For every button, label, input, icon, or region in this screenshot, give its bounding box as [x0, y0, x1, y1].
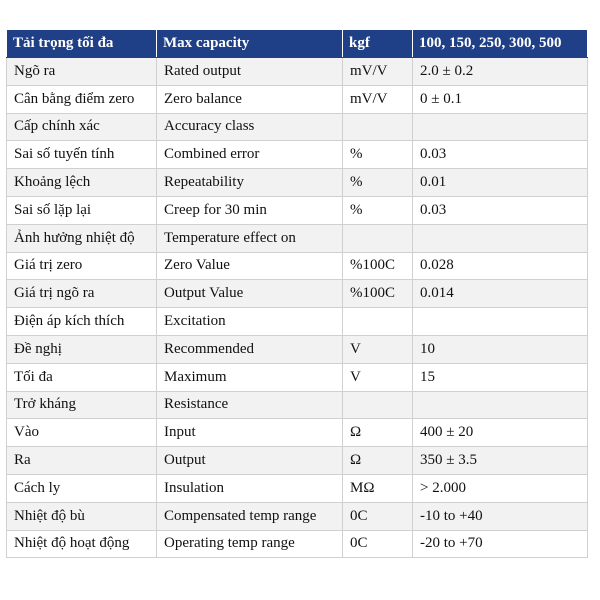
cell-english: Maximum: [157, 363, 343, 391]
cell-value: [413, 308, 588, 336]
cell-vietnamese: Sai số tuyến tính: [7, 141, 157, 169]
cell-english: Creep for 30 min: [157, 196, 343, 224]
cell-value: > 2.000: [413, 474, 588, 502]
cell-english: Compensated temp range: [157, 502, 343, 530]
table-row: [7, 363, 588, 391]
cell-vietnamese: Điện áp kích thích: [7, 308, 157, 336]
table-row: [7, 169, 588, 197]
cell-value: 0.03: [413, 141, 588, 169]
cell-unit: MΩ: [343, 474, 413, 502]
cell-unit: [343, 391, 413, 419]
table-row: [7, 419, 588, 447]
cell-english: Input: [157, 419, 343, 447]
table-row: [7, 391, 588, 419]
cell-english: Insulation: [157, 474, 343, 502]
cell-unit: mV/V: [343, 85, 413, 113]
cell-value: 10: [413, 335, 588, 363]
cell-unit: 0C: [343, 530, 413, 558]
cell-unit: [343, 113, 413, 141]
cell-vietnamese: Cách ly: [7, 474, 157, 502]
cell-vietnamese: Khoảng lệch: [7, 169, 157, 197]
table-row: [7, 335, 588, 363]
cell-vietnamese: Cân bằng điểm zero: [7, 85, 157, 113]
cell-unit: Ω: [343, 447, 413, 475]
cell-english: Operating temp range: [157, 530, 343, 558]
table-row: [7, 141, 588, 169]
cell-english: Output Value: [157, 280, 343, 308]
cell-value: 0.01: [413, 169, 588, 197]
cell-english: Rated output: [157, 58, 343, 86]
header-cell-value: 100, 150, 250, 300, 500: [413, 30, 588, 58]
cell-unit: %: [343, 141, 413, 169]
cell-unit: [343, 308, 413, 336]
header-cell-unit: kgf: [343, 30, 413, 58]
cell-vietnamese: Cấp chính xác: [7, 113, 157, 141]
table-row: [7, 530, 588, 558]
cell-vietnamese: Nhiệt độ hoạt động: [7, 530, 157, 558]
cell-vietnamese: Nhiệt độ bù: [7, 502, 157, 530]
table-row: [7, 252, 588, 280]
cell-english: Output: [157, 447, 343, 475]
cell-value: [413, 224, 588, 252]
cell-value: 0.014: [413, 280, 588, 308]
cell-english: Temperature effect on: [157, 224, 343, 252]
cell-english: Zero Value: [157, 252, 343, 280]
cell-unit: V: [343, 363, 413, 391]
cell-value: [413, 113, 588, 141]
cell-vietnamese: Vào: [7, 419, 157, 447]
cell-value: 0.03: [413, 196, 588, 224]
table-header: [7, 30, 588, 58]
cell-english: Excitation: [157, 308, 343, 336]
cell-value: -20 to +70: [413, 530, 588, 558]
cell-vietnamese: Ngõ ra: [7, 58, 157, 86]
cell-value: -10 to +40: [413, 502, 588, 530]
cell-unit: V: [343, 335, 413, 363]
specification-table: [6, 29, 588, 558]
cell-value: 400 ± 20: [413, 419, 588, 447]
header-cell-english: Max capacity: [157, 30, 343, 58]
cell-unit: %: [343, 196, 413, 224]
header-row: [7, 30, 588, 58]
table-row: [7, 85, 588, 113]
cell-english: Accuracy class: [157, 113, 343, 141]
cell-value: 15: [413, 363, 588, 391]
cell-vietnamese: Ra: [7, 447, 157, 475]
table-row: [7, 196, 588, 224]
cell-english: Recommended: [157, 335, 343, 363]
cell-vietnamese: Sai số lặp lại: [7, 196, 157, 224]
cell-value: 0.028: [413, 252, 588, 280]
cell-unit: Ω: [343, 419, 413, 447]
header-cell-vietnamese: Tải trọng tối đa: [7, 30, 157, 58]
cell-unit: %100C: [343, 252, 413, 280]
cell-value: 0 ± 0.1: [413, 85, 588, 113]
cell-value: 2.0 ± 0.2: [413, 58, 588, 86]
table-row: [7, 224, 588, 252]
cell-vietnamese: Giá trị ngõ ra: [7, 280, 157, 308]
cell-unit: 0C: [343, 502, 413, 530]
table-body: [7, 58, 588, 558]
cell-unit: %100C: [343, 280, 413, 308]
cell-value: 350 ± 3.5: [413, 447, 588, 475]
cell-english: Zero balance: [157, 85, 343, 113]
table-row: [7, 280, 588, 308]
cell-vietnamese: Giá trị zero: [7, 252, 157, 280]
table-row: [7, 474, 588, 502]
cell-english: Resistance: [157, 391, 343, 419]
table-row: [7, 447, 588, 475]
cell-unit: %: [343, 169, 413, 197]
cell-english: Combined error: [157, 141, 343, 169]
cell-english: Repeatability: [157, 169, 343, 197]
table-row: [7, 308, 588, 336]
cell-unit: mV/V: [343, 58, 413, 86]
cell-value: [413, 391, 588, 419]
cell-vietnamese: Đề nghị: [7, 335, 157, 363]
table-row: [7, 113, 588, 141]
table-row: [7, 502, 588, 530]
cell-vietnamese: Tối đa: [7, 363, 157, 391]
cell-vietnamese: Ảnh hưởng nhiệt độ: [7, 224, 157, 252]
cell-unit: [343, 224, 413, 252]
table-row: [7, 58, 588, 86]
cell-vietnamese: Trở kháng: [7, 391, 157, 419]
